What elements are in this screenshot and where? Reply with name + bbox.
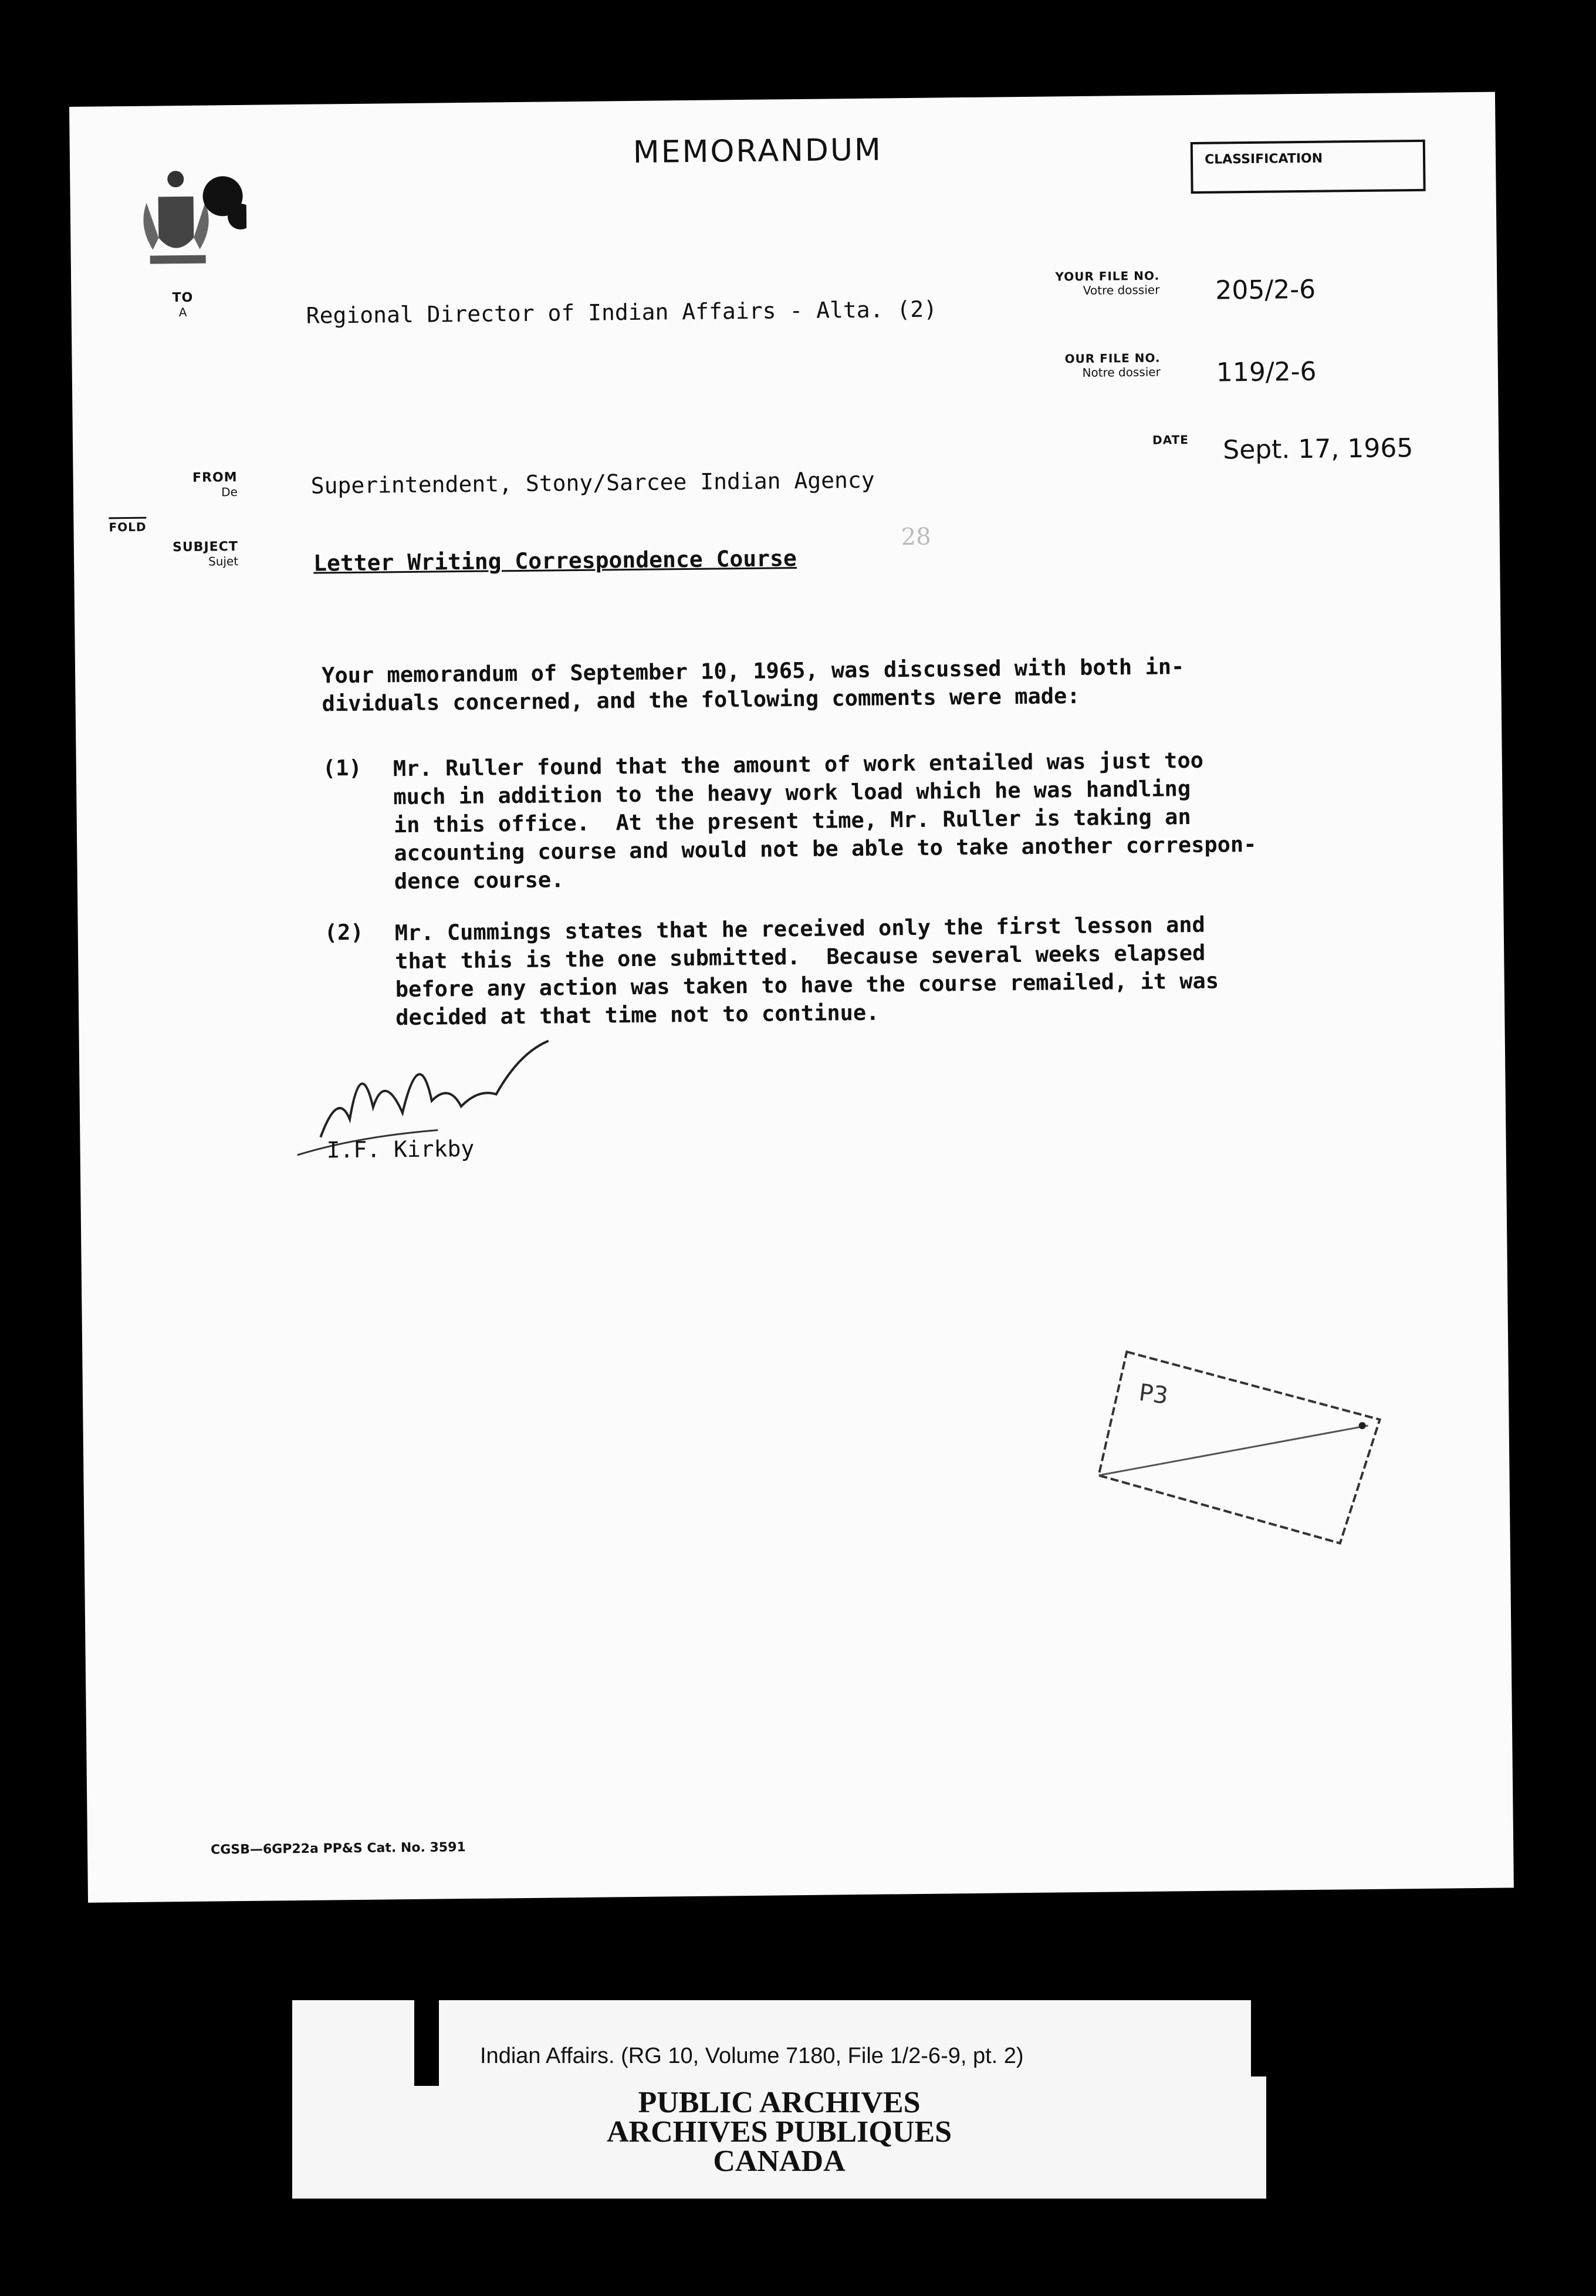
archive-line-3: CANADA [713,2145,846,2178]
envelope-sketch-icon [1091,1337,1399,1557]
your-file-value: 205/2-6 [1215,274,1316,306]
date-label: DATE [1152,433,1189,447]
from-label-block [179,470,238,499]
memo-title: MEMORANDUM [633,132,883,170]
subject-label-fr: Sujet [208,554,239,569]
date-value: Sept. 17, 1965 [1222,433,1414,465]
stamp-mark: 28 [901,523,931,551]
subject-label-block [162,539,239,569]
label-tab-right [1251,2000,1266,2076]
signature-name: I.F. Kirkby [326,1135,475,1163]
from-value: Superintendent, Stony/Sarcee Indian Agency [310,467,875,499]
your-file-label-block [1033,269,1159,298]
from-label-fr: De [221,485,238,499]
our-file-label-fr: Notre dossier [1082,364,1161,380]
to-label: TO [172,290,194,306]
item-1-number: (1) [322,755,362,781]
our-file-value: 119/2-6 [1216,356,1317,388]
your-file-label-fr: Votre dossier [1083,282,1160,298]
item-2-text: Mr. Cummings states that he received only the first lesson and that this is the one submitted. Because several weeks elapsed before any action was taken to have the course remailed, it was decided at that time not to continue. [394,911,1219,1031]
our-file-label-block [1034,351,1160,380]
archive-reference: Indian Affairs. (RG 10, Volume 7180, File 1/2-6-9, pt. 2) [480,2044,1024,2068]
archive-line-1: PUBLIC ARCHIVES [638,2086,921,2119]
to-label-fr: A [178,305,187,320]
to-label-block [165,291,201,320]
subject-label: SUBJECT [172,539,238,555]
memo-intro: Your memorandum of September 10, 1965, was discussed with both in- dividuals concerned, and the following comments were made: [321,654,1185,717]
classification-label: CLASSIFICATION [1204,151,1323,167]
to-value: Regional Director of Indian Affairs - Alta. (2) [306,296,938,329]
envelope-mark: P3 [1137,1379,1170,1410]
classification-box [1191,140,1426,194]
subject-value: Letter Writing Correspondence Course [313,545,797,576]
our-file-label: OUR FILE NO. [1064,350,1161,366]
memo-page [69,92,1514,1903]
fold-label: FOLD [109,517,146,535]
form-code: CGSB—6GP22a PP&S Cat. No. 3591 [210,1840,466,1858]
archive-label-card [292,2000,1266,2199]
item-2-number: (2) [324,919,364,946]
archive-line-2: ARCHIVES PUBLIQUES [606,2115,952,2149]
from-label: FROM [192,470,238,485]
your-file-label: YOUR FILE NO. [1055,268,1160,284]
archive-stamp [292,2088,1266,2176]
item-1-text: Mr. Ruller found that the amount of work entailed was just too much in addition to the heavy work load which he was handling in this office. At the present time, Mr. Ruller is taking an accounting course and would not be able to take another correspon- dence course. [393,747,1257,894]
label-tab-left [414,2000,439,2086]
coat-of-arms-icon [134,161,247,279]
